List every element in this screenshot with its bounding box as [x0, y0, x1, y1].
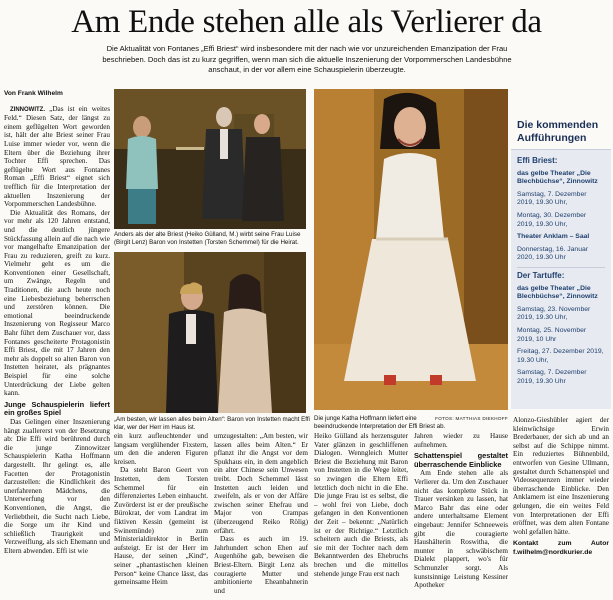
paragraph: Alonzo-Gieshübler agiert der kleinwüchsige Erwin Brederbauer, der sich ab und an selbst auf die Schippe nimmt. Ein reduziertes Bühnenbild, entworfen von Gesine Ullmann, gestaltet durch Schattenspiel und Videosequenzen immer wieder überraschende Einblicke. Den Anklamern ist eine Inszenierung gelungen, die ein weites Feld von Interpretationen der Effi eröffnet, was dem alten Fontane wohl gefallen hätte. — [513, 416, 609, 536]
subheading: Junge Schauspielerin liefert ein großes Spiel — [4, 399, 110, 418]
performance-date: Montag, 30. Dezember 2019, 19.30 Uhr, — [517, 211, 587, 228]
play-title: Effi Briest: — [517, 156, 558, 165]
photo-effi-katha-hoffmann — [314, 89, 508, 410]
article-column-4 — [314, 432, 408, 578]
venue: Theater Anklam – Saal — [517, 233, 590, 241]
article-column-5 — [414, 432, 508, 590]
paragraph: ein kurz aufleuchtender und langsam verglühender Fixstern, um den die anderen Figuren kreisen. — [114, 432, 208, 466]
paragraph: Heiko Gülland als herzensguter Vater glänzen in geschliffenen Dialogen. Wenngleich Mutter Briest die Beziehung mit Baron von Instetten in die Wege leitet, so zwingen die Eltern Effi letztlich doch nicht in die Ehe. Die junge Frau ist es selbst, die – wohl frei von Liebe, doch gefangen in den Konventionen der Zeit – bekennt: „Natürlich ist er der Richtige.“ Letztlich scheitern auch die Briests, als sie mit der Tochter nach dem Bekanntwerden des Ehebruchs brechen und die mittellos stehende junge Frau erst nach — [314, 432, 408, 578]
box-title: Die kommenden Aufführungen — [511, 116, 611, 150]
divider — [517, 267, 605, 268]
article-column-2 — [114, 432, 208, 587]
caption-photo-3: FOTOS: MATTHIAS DIEKHOFF Die junge Katha Hoffmann liefert eine beeindruckende Interpretation der Effi Briest ab. — [314, 415, 508, 430]
paragraph: Am Ende stehen alle als Verlierer da. Um den Zuschauer nicht das komplette Stück in Trauer versinken zu lassen, hat Marco Bahr das eine oder andere unterhaltsame Element eingebaut: Jennifer Schneeweis gibt die couragierte Haushälterin Roswitha, die munter in schwäbischem Dialekt plappert, wo's für Schmunzler sorgt. Als kunstsinnige Leistung Kessiner Apotheker — [414, 469, 508, 590]
performance-date: Freitag, 27. Dezember 2019, 19.30 Uhr, — [517, 348, 604, 364]
venue: das gelbe Theater „Die Blechbüchse“, Zinnowitz — [517, 169, 598, 186]
headline: Am Ende stehen alle als Verlierer da — [71, 4, 542, 40]
photo-credit: FOTOS: MATTHIAS DIEKHOFF — [435, 416, 508, 421]
intro-text: Die Aktualität von Fontanes „Effi Briest“ wird insbesondere mit der nach wie vor unzureichenden Emanzipation der Frau beschrieben. Doch das ist zu kurz gegriffen, wenn man sich die aktuelle Inszenierung der Vorpommerschen Landesbühne anschaut, in der vor allem eine Schauspielerin überzeugte. — [102, 44, 512, 74]
article-column-3 — [214, 432, 308, 595]
caption-photo-2: „Am besten, wir lassen alles beim Alten“: Baron von Instetten macht Effi klar, wer der Herr im Haus ist. — [114, 416, 310, 431]
author-contact: Kontakt zum Autor f.wilhelm@nordkurier.de — [513, 540, 609, 556]
paragraph: Jahren wieder zu Hause aufnehmen. — [414, 432, 508, 449]
article-column-6 — [513, 416, 609, 558]
paragraph: Dass es auch im 19. Jahrhundert schon Ehen auf Augenhöhe gab, beweisen die Briest-Eltern. Birgit Lenz als couragierte Mutter und ambitionierte Eheanbahnerin und — [214, 535, 308, 595]
performance-date: Donnerstag, 16. Januar 2020, 19.30 Uhr — [517, 245, 589, 262]
paragraph: umzugestalten: „Am besten, wir lassen alles beim Alten.“ Er pflanzt ihr die Angst vor dem Spukhaus ein, in dem angeblich ein alter Chinese sein Unwesen treibt. Doch Schemmel lässt Instetten auch leiden und zweifeln, als er von der Affäre zwischen seiner Ehefrau und Major von Crampas (überzeugend Reiko Rölig) erfährt. — [214, 432, 308, 535]
performance-date: Samstag, 23. November 2019, 19.30 Uhr, — [517, 305, 591, 322]
paragraph: ZINNOWITZ. „Das ist ein weites Feld.“ Diesen Satz, der längst zu einem geflügelten Wort geworden ist, hält der alte Briest seiner Frau Luise immer wieder vor, wenn die Eltern über die Beziehung ihrer Tochter Effi sprechen. Das geflügelte Wort aus Fontanes Roman „Effi Briest“ eignet sich trefflich für die Interpretation der aktuellen Inszenierung der Vorpommerschen Landesbühne. — [4, 104, 110, 209]
performance-date: Samstag, 7. Dezember 2019, 19.30 Uhr — [517, 369, 587, 385]
photo-briest-parents-instetten — [114, 89, 306, 229]
venue: das gelbe Theater „Die Blechbüchse“, Zinnowitz — [517, 284, 598, 301]
performance-date: Montag, 25. November 2019, 10 Uhr — [517, 326, 587, 343]
performance-date: Samstag, 7. Dezember 2019, 19.30 Uhr, — [517, 190, 587, 207]
paragraph: Die Aktualität des Romans, der vor mehr als 120 Jahren entstand, und die deutlich jüngere Stückfassung allein auf die nach wie vor mangelhafte Emanzipation der Frau zu reduzieren, greift zu kurz. Vielmehr geht es um die Konventionen einer Gesellschaft, um Zwänge, Regeln und Traditionen, die auch heute noch eine Liebesbeziehung beherrschen und zerstören können. Die emotional beeindruckende Inszenierung von Regisseur Marco Bahr führt dem Zuschauer vor, dass Fontanes gescheiterte Protagonistin Effi Briest, die mit 17 Jahren den mehr als doppelt so alten Baron von Instetten heiratet, als prägnantes Beispiel für eine solche Unterdrückung der Liebe gelten kann. — [4, 208, 110, 398]
byline: Von Frank Wilhelm — [4, 90, 63, 97]
upcoming-performances-box — [511, 116, 611, 409]
subheading: Schattenspiel gestaltet überraschende Einblicke — [414, 451, 508, 469]
play-title: Der Tartuffe: — [517, 270, 565, 280]
photo-instetten-effi — [114, 252, 306, 413]
caption-photo-1: Anders als der alte Briest (Heiko Gülland, M.) wirbt seine Frau Luise (Birgit Lenz) Baron von Instetten (Torsten Schemmel) für die Heirat. — [114, 231, 301, 246]
paragraph: Das Gelingen einer Inszenierung hängt zuallererst von der Besetzung ab: Die Effi wird berührend durch die junge Zinnowitzer Schauspielerin Katha Hoffmann dargestellt. Ihr gelingt es, alle Facetten der Protagonistin darzustellen: die Kindlichkeit des unerfahrenen Mädchens, die Unterwerfung vor den Konventionen, die Angst, die Verliebtheit, die Sucht nach Liebe, die Sorge um ihr Kind und schließlich Traurigkeit und Verzweiflung, als sich Ehemann und Eltern abwenden. Effi ist wie — [4, 417, 110, 555]
article-column-1 — [4, 90, 110, 555]
paragraph: Da steht Baron Geert von Instetten, dem Torsten Schemmel für ein differenziertes Leben einhaucht. Zuvörderst ist er der preußische Bürokrat, der vom Landrat im fiktiven Kessin (gemeint ist Swinemünde) zum Ministerialdirektor in Berlin aufsteigt. Er ist der Herr im Hause, der seinen „Kind“, seiner „phantastischen kleinen Person“ keine Chance lässt, das gemeinsame Heim — [114, 466, 208, 587]
dateline: ZINNOWITZ. — [10, 106, 45, 113]
